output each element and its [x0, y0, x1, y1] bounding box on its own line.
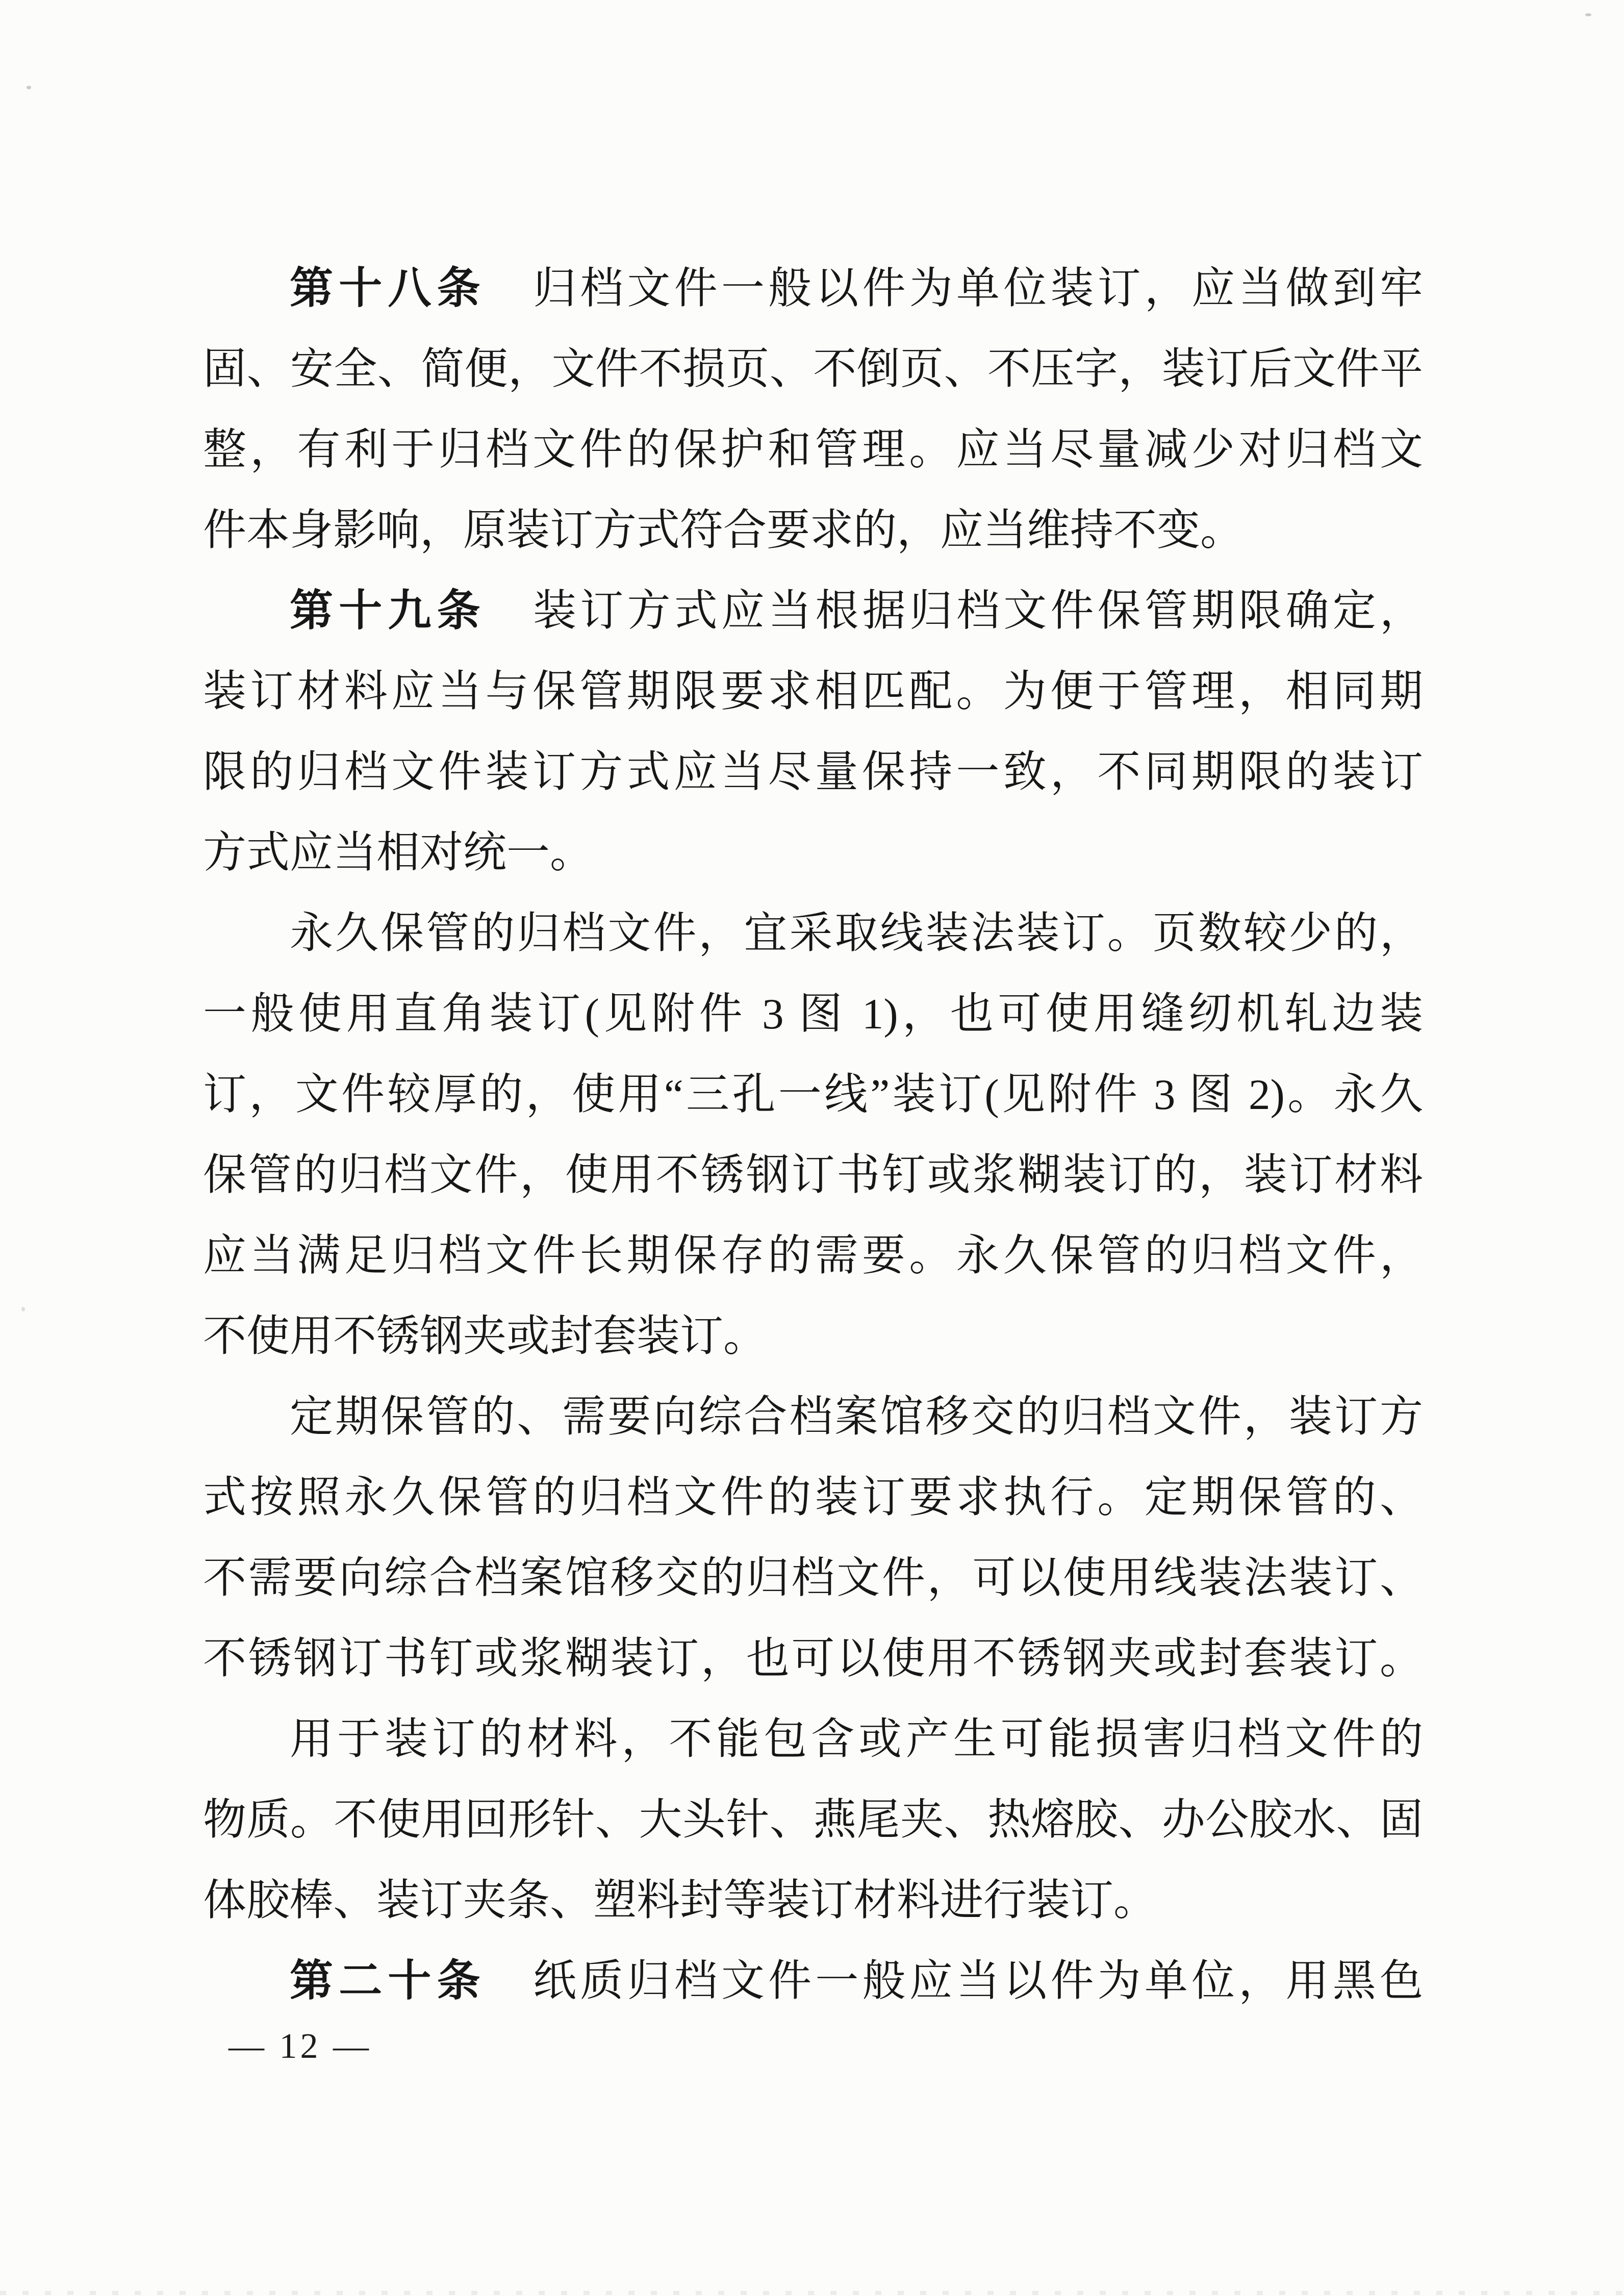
text-line: 不需要向综合档案馆移交的归档文件，可以使用线装法装订、: [203, 1554, 1423, 1602]
scan-speck: [27, 86, 31, 89]
text-line: [203, 1860, 1423, 1941]
text-line: 限的归档文件装订方式应当尽量保持一致，不同期限的装订: [203, 748, 1423, 796]
text-line: [203, 1377, 1423, 1457]
scan-speck: [1585, 13, 1591, 16]
text-line: [203, 813, 1423, 893]
text-line: [203, 490, 1423, 571]
text-line: 体胶棒、装订夹条、塑料封等装订材料进行装订。: [203, 1877, 1157, 1925]
text-line: 方式应当相对统一。: [203, 829, 594, 877]
scan-speck: [21, 1307, 25, 1311]
text-line: [203, 410, 1423, 490]
text-line: 应当满足归档文件长期保存的需要。永久保管的归档文件，: [203, 1232, 1423, 1280]
article-number: 第十八条: [290, 263, 486, 314]
text-line: [203, 1699, 1423, 1780]
text-line: 装订方式应当根据归档文件保管期限确定，: [486, 587, 1423, 635]
text-line: [203, 893, 1423, 974]
document-text-block: [203, 248, 1423, 2022]
text-line: [203, 1216, 1423, 1296]
text-line: [203, 1135, 1423, 1216]
text-line: 式按照永久保管的归档文件的装订要求执行。定期保管的、: [203, 1474, 1423, 1522]
text-line: [203, 651, 1423, 732]
text-line: [203, 1054, 1423, 1135]
text-line: [203, 1538, 1423, 1619]
text-line: [203, 974, 1423, 1054]
text-line: 保管的归档文件，使用不锈钢订书钉或浆糊装订的，装订材料: [203, 1151, 1423, 1199]
text-line: 不锈钢订书钉或浆糊装订，也可以使用不锈钢夹或封套装订。: [203, 1635, 1423, 1683]
text-line: 纸质归档文件一般应当以件为单位，用黑色: [486, 1957, 1423, 2005]
article-number: 第二十条: [290, 1956, 486, 2006]
page-number: — 12 —: [229, 2027, 372, 2066]
text-line: 整，有利于归档文件的保护和管理。应当尽量减少对归档文: [203, 426, 1423, 474]
text-line: 归档文件一般以件为单位装订，应当做到牢: [486, 265, 1423, 313]
text-line: [203, 1296, 1423, 1377]
text-line: [203, 1457, 1423, 1538]
text-line: 装订材料应当与保管期限要求相匹配。为便于管理，相同期: [203, 668, 1423, 716]
text-line: [203, 329, 1423, 410]
scan-noise-band: [0, 2291, 1624, 2295]
text-line: 订，文件较厚的，使用“三孔一线”装订(见附件 3 图 2)。永久: [203, 1071, 1423, 1119]
text-line: 物质。不使用回形针、大头针、燕尾夹、热熔胶、办公胶水、固: [203, 1796, 1423, 1844]
article-19-heading-line: [203, 571, 1423, 651]
text-line: 不使用不锈钢夹或封套装订。: [203, 1313, 767, 1360]
article-20-heading-line: [203, 1941, 1423, 2022]
text-line: 固、安全、简便，文件不损页、不倒页、不压字，装订后文件平: [203, 345, 1423, 393]
text-line: 用于装订的材料，不能包含或产生可能损害归档文件的: [290, 1715, 1423, 1763]
text-line: [203, 1619, 1423, 1699]
text-line: 永久保管的归档文件，宜采取线装法装订。页数较少的，: [290, 910, 1423, 957]
article-number: 第十九条: [290, 586, 486, 636]
text-line: 一般使用直角装订(见附件 3 图 1)，也可使用缝纫机轧边装: [203, 990, 1423, 1038]
text-line: [203, 732, 1423, 813]
text-line: 件本身影响，原装订方式符合要求的，应当维持不变。: [203, 507, 1244, 554]
text-line: [203, 1780, 1423, 1860]
article-18-heading-line: [203, 248, 1423, 329]
text-line: 定期保管的、需要向综合档案馆移交的归档文件，装订方: [290, 1393, 1423, 1441]
